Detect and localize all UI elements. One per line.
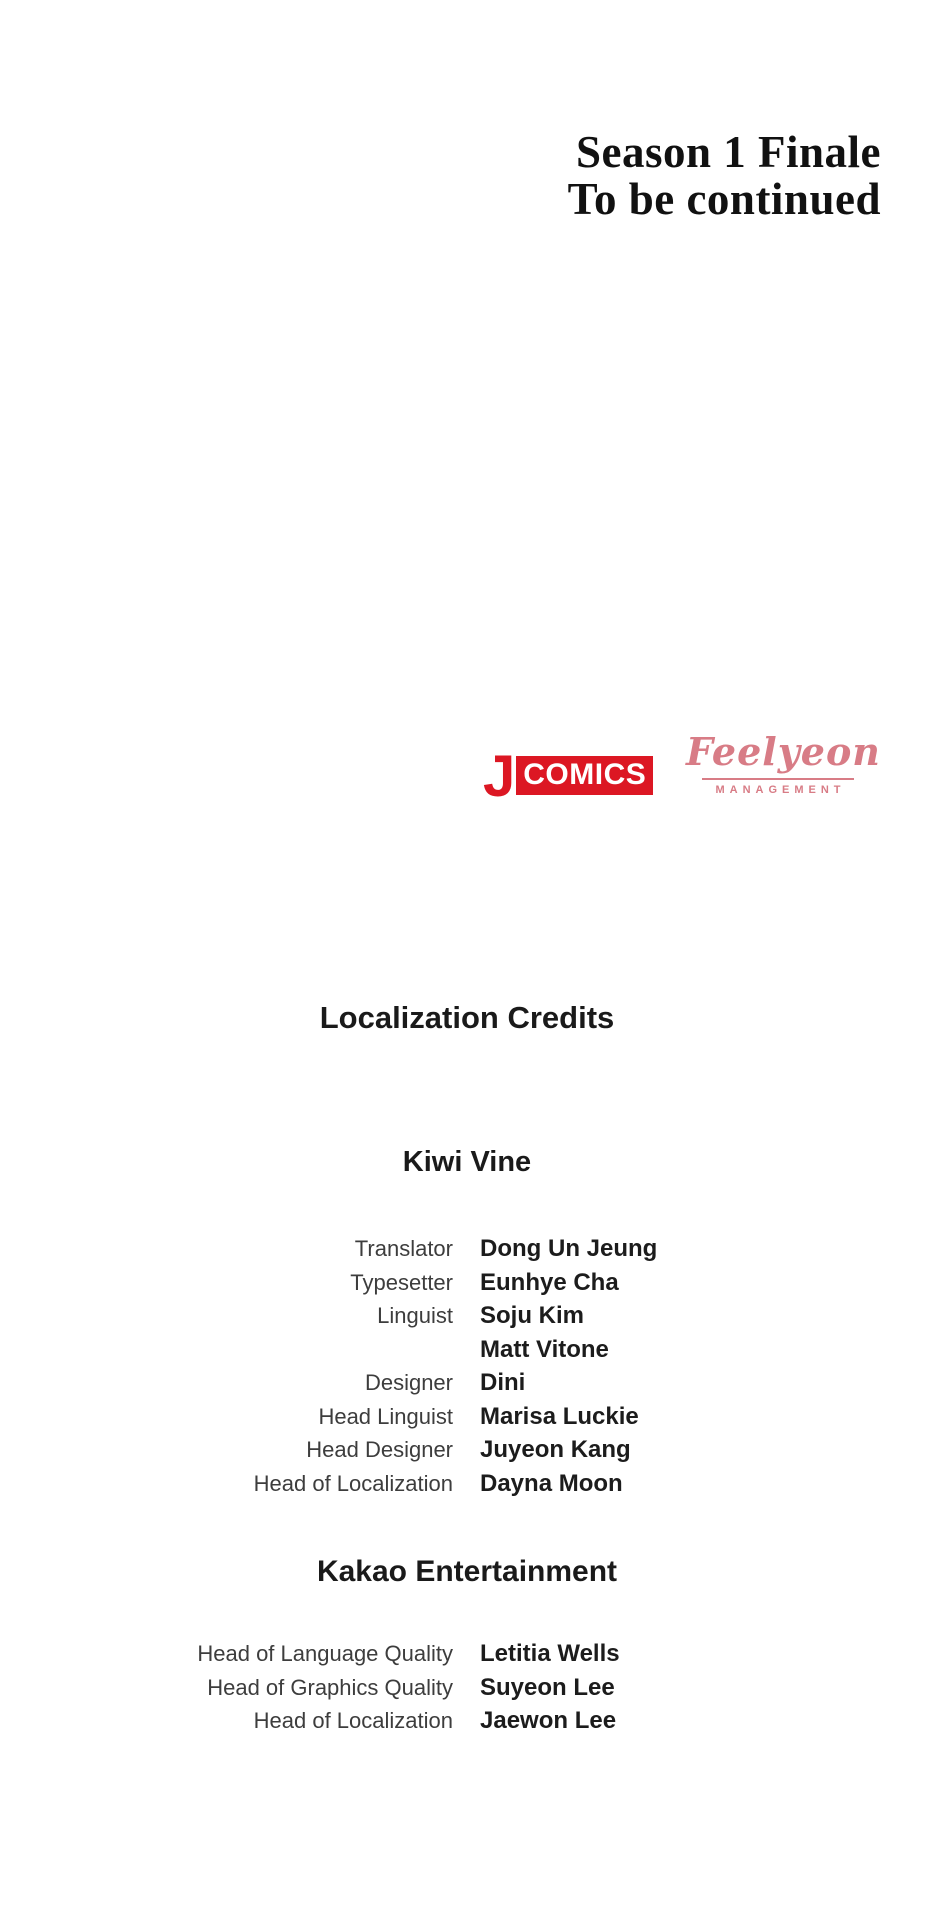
team-heading-kakao-entertainment: Kakao Entertainment	[316, 1555, 618, 1588]
credit-role: Head of Language Quality	[197, 1641, 453, 1666]
credit-role: Head Linguist	[318, 1403, 453, 1429]
credit-row	[0, 1333, 940, 1367]
finale-line-1: Season 1 Finale	[575, 127, 881, 177]
credit-name: Eunhye Cha	[480, 1268, 619, 1296]
credit-row	[0, 1299, 940, 1333]
season-finale-text	[568, 129, 881, 223]
credit-name: Dong Un Jeung	[480, 1235, 658, 1262]
credit-row	[0, 1232, 940, 1266]
finale-line-2: To be continued	[567, 174, 881, 224]
credit-name: Soju Kim	[480, 1302, 585, 1329]
credit-name: Juyeon Kang	[480, 1436, 631, 1463]
credit-role: Head of Localization	[253, 1470, 453, 1496]
credit-row	[0, 1266, 940, 1300]
jcomics-wordmark: COMICS	[516, 756, 653, 795]
credit-row	[0, 1433, 940, 1467]
credit-row	[0, 1366, 940, 1400]
team-heading-kiwi-vine: Kiwi Vine	[402, 1146, 532, 1178]
credit-role: Head of Graphics Quality	[207, 1674, 453, 1700]
jcomics-j-letter: J	[483, 744, 516, 809]
feelyeon-underline	[702, 778, 854, 780]
credit-row	[0, 1637, 940, 1671]
kakao-credit-list	[0, 1637, 940, 1738]
credit-name: Dini	[480, 1369, 526, 1396]
feelyeon-management-label: MANAGEMENT	[715, 784, 846, 796]
credit-row	[0, 1704, 940, 1738]
credit-name: Suyeon Lee	[480, 1673, 615, 1701]
credit-row	[0, 1467, 940, 1501]
credit-row	[0, 1400, 940, 1434]
credit-role: Typesetter	[350, 1269, 453, 1295]
credit-name: Letitia Wells	[480, 1640, 620, 1667]
credit-name: Marisa Luckie	[480, 1402, 639, 1430]
credit-name: Matt Vitone	[480, 1335, 609, 1363]
kiwi-vine-credit-list	[0, 1232, 940, 1500]
credit-role: Linguist	[377, 1303, 453, 1328]
feelyeon-logo	[686, 727, 881, 796]
localization-credits-title: Localization Credits	[319, 1000, 615, 1035]
credit-role: Designer	[364, 1370, 453, 1395]
credit-name: Jaewon Lee	[480, 1707, 617, 1734]
credit-role: Translator	[354, 1236, 453, 1261]
feelyeon-wordmark: Feelyeon	[686, 729, 881, 774]
credit-name: Dayna Moon	[480, 1469, 623, 1497]
credit-role: Head Designer	[306, 1437, 453, 1462]
jcomics-logo	[483, 744, 653, 809]
credit-role: Head of Localization	[253, 1708, 453, 1733]
credit-row	[0, 1671, 940, 1705]
